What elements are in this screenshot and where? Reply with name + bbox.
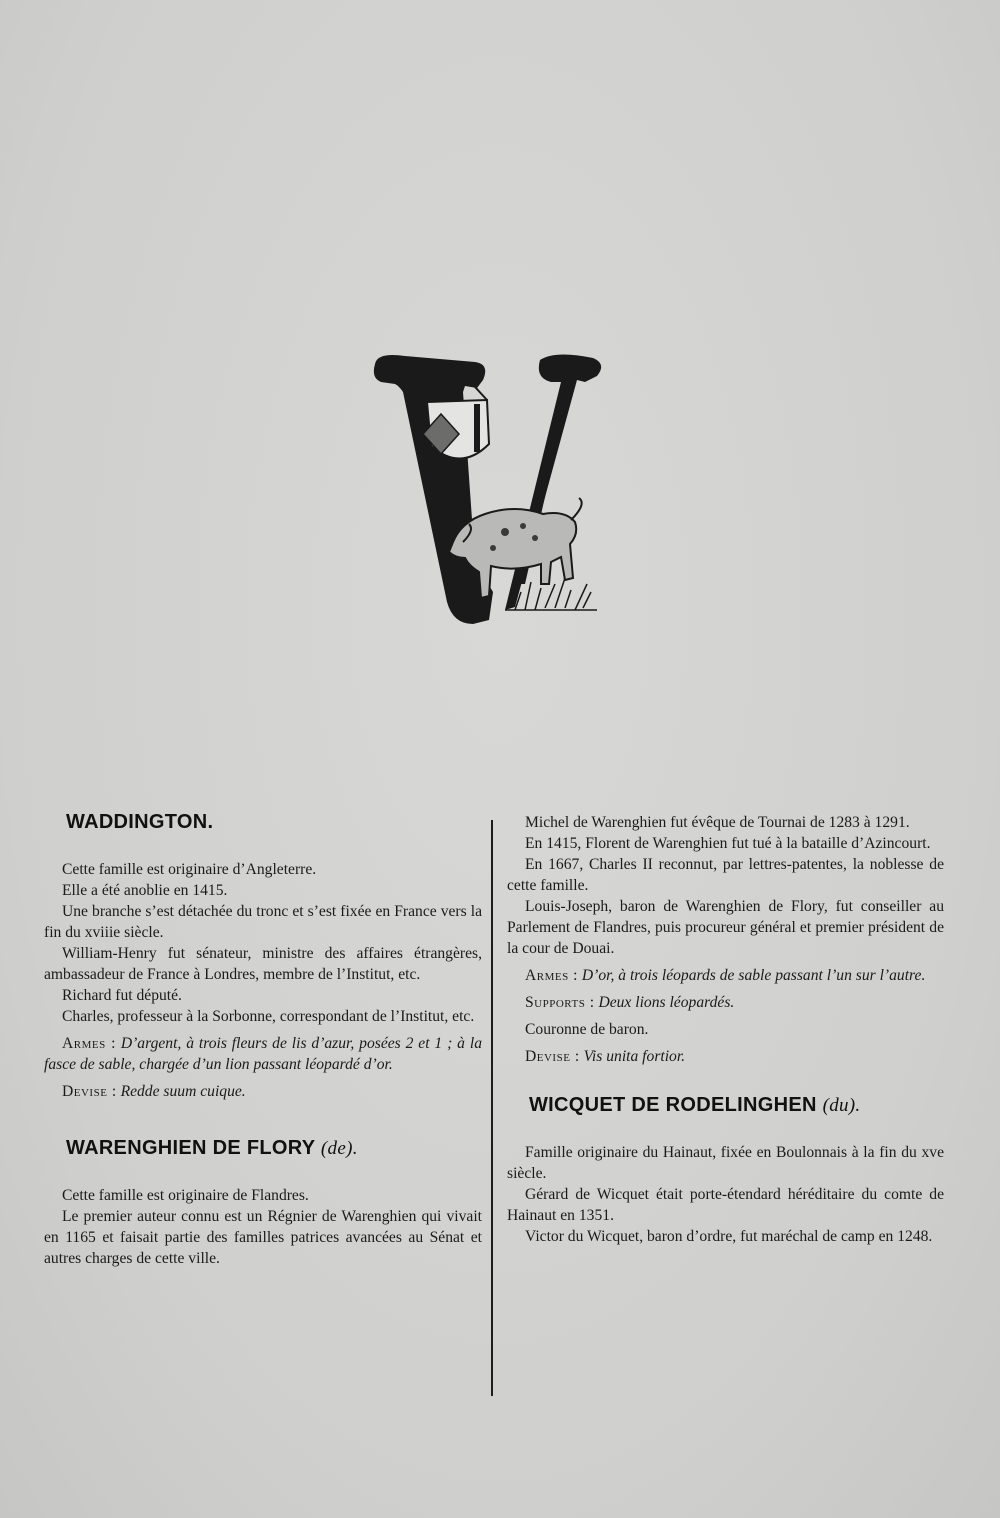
warenghien-louis-joseph: Louis-Joseph, baron de Warenghien de Flory, fut conseiller au Parlement de Flandres, puis procureur général et premier président de la cour de Douai. (507, 898, 944, 957)
waddington-devise: Devise : Redde suum cuique. (62, 1083, 246, 1100)
wicquet-victor: Victor du Wicquet, baron d’ordre, fut maréchal de camp en 1248. (525, 1228, 933, 1245)
warenghien-charles-ii: En 1667, Charles II reconnut, par lettres-patentes, la noblesse de cette famille. (507, 856, 944, 894)
wicquet-heading: WICQUET DE RODELINGHEN (du). (529, 1094, 861, 1116)
waddington-origin: Cette famille est originaire d’Angleterre. (62, 861, 317, 878)
warenghien-armes: Armes : D’or, à trois léopards de sable passant l’un sur l’autre. (525, 967, 926, 984)
wicquet-gerard: Gérard de Wicquet était porte-étendard héréditaire du comte de Hainaut en 1351. (507, 1186, 944, 1224)
warenghien-michel: Michel de Warenghien fut évêque de Tournai de 1283 à 1291. (525, 814, 910, 831)
warenghien-devise: Devise : Vis unita fortior. (525, 1048, 686, 1065)
warenghien-first-author: Le premier auteur connu est un Régnier de Warenghien qui vivait en 1165 et faisait partie des familles patrices avancées au Sénat et autres charges de cette ville. (44, 1208, 482, 1267)
waddington-heading: WADDINGTON. (66, 811, 214, 833)
warenghien-supports: Supports : Deux lions léopardés. (525, 994, 735, 1011)
left-column (44, 812, 482, 1269)
warenghien-origin: Cette famille est originaire de Flandres. (62, 1187, 309, 1204)
waddington-charles: Charles, professeur à la Sorbonne, correspondant de l’Institut, etc. (62, 1008, 475, 1025)
ornate-letter-v-with-bull-icon (365, 352, 605, 627)
warenghien-heading: WARENGHIEN DE FLORY (de). (66, 1137, 358, 1159)
waddington-william-henry: William-Henry fut sénateur, ministre des affaires étrangères, ambassadeur de France à Londres, membre de l’Institut, etc. (44, 945, 482, 983)
column-divider (491, 820, 493, 1396)
right-column (507, 812, 944, 1247)
waddington-armes: Armes : D’argent, à trois fleurs de lis d’azur, posées 2 et 1 ; à la fasce de sable, chargée d’un lion passant léopardé d’or. (44, 1035, 482, 1073)
wicquet-origin: Famille originaire du Hainaut, fixée en Boulonnais à la fin du xve siècle. (507, 1144, 944, 1182)
warenghien-florent: En 1415, Florent de Warenghien fut tué à la bataille d’Azincourt. (525, 835, 931, 852)
waddington-ennobled: Elle a été anoblie en 1415. (62, 882, 228, 899)
waddington-branch: Une branche s’est détachée du tronc et s’est fixée en France vers la fin du xviiie siècle. (44, 903, 482, 941)
warenghien-couronne: Couronne de baron. (525, 1021, 649, 1038)
waddington-richard: Richard fut député. (62, 987, 182, 1004)
